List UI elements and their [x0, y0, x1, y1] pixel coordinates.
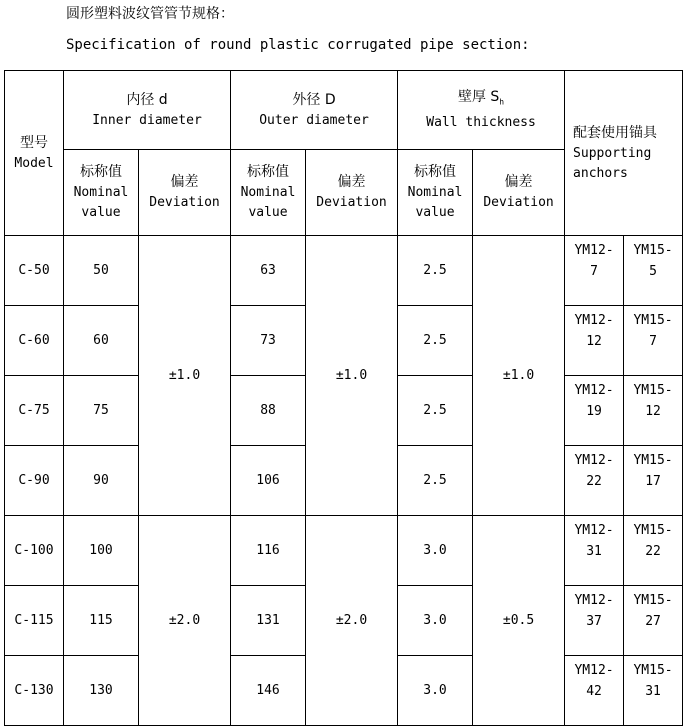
cell-wall: 3.0	[398, 516, 473, 586]
header-inner-nominal: 标称值 Nominal value	[64, 150, 139, 236]
cell-wall: 3.0	[398, 656, 473, 726]
header-row-1	[5, 71, 683, 150]
cell-model: C-90	[5, 446, 64, 516]
table-row	[5, 236, 683, 306]
header-wall-deviation: 偏差 Deviation	[473, 150, 565, 236]
table-row	[5, 516, 683, 586]
cell-anchor-ym15: YM15- 5	[624, 236, 683, 306]
header-outer-deviation: 偏差 Deviation	[306, 150, 398, 236]
cell-inner: 60	[64, 306, 139, 376]
cell-inner: 90	[64, 446, 139, 516]
header-wall-nominal: 标称值 Nominal value	[398, 150, 473, 236]
cell-outer: 63	[231, 236, 306, 306]
cell-wall-deviation: ±0.5	[473, 516, 565, 726]
cell-inner-deviation: ±2.0	[139, 516, 231, 726]
header-anchors: 配套使用锚具 Supporting anchors	[565, 71, 683, 236]
cell-anchor-ym15: YM15- 22	[624, 516, 683, 586]
cell-inner: 115	[64, 586, 139, 656]
header-outer-diameter: 外径 D Outer diameter	[231, 71, 398, 150]
spec-table	[4, 70, 683, 726]
cell-model: C-60	[5, 306, 64, 376]
header-inner-diameter: 内径 d Inner diameter	[64, 71, 231, 150]
cell-anchor-ym12: YM12- 22	[565, 446, 624, 516]
cell-inner: 75	[64, 376, 139, 446]
cell-anchor-ym12: YM12- 42	[565, 656, 624, 726]
cell-anchor-ym12: YM12- 7	[565, 236, 624, 306]
cell-model: C-50	[5, 236, 64, 306]
cell-outer: 116	[231, 516, 306, 586]
header-outer-nominal: 标称值 Nominal value	[231, 150, 306, 236]
cell-anchor-ym15: YM15- 12	[624, 376, 683, 446]
cell-wall: 2.5	[398, 236, 473, 306]
cell-model: C-130	[5, 656, 64, 726]
cell-inner-deviation: ±1.0	[139, 236, 231, 516]
header-inner-deviation: 偏差 Deviation	[139, 150, 231, 236]
cell-outer-deviation: ±2.0	[306, 516, 398, 726]
cell-inner: 50	[64, 236, 139, 306]
cell-anchor-ym15: YM15- 27	[624, 586, 683, 656]
cell-outer: 106	[231, 446, 306, 516]
cell-inner: 130	[64, 656, 139, 726]
cell-wall: 2.5	[398, 446, 473, 516]
header-model: 型号 Model	[5, 71, 64, 236]
cell-anchor-ym15: YM15- 17	[624, 446, 683, 516]
cell-anchor-ym12: YM12- 37	[565, 586, 624, 656]
cell-anchor-ym15: YM15- 31	[624, 656, 683, 726]
cell-outer: 131	[231, 586, 306, 656]
cell-inner: 100	[64, 516, 139, 586]
cell-model: C-100	[5, 516, 64, 586]
cell-wall-deviation: ±1.0	[473, 236, 565, 516]
cell-outer: 146	[231, 656, 306, 726]
cell-wall: 3.0	[398, 586, 473, 656]
cell-model: C-115	[5, 586, 64, 656]
cell-anchor-ym12: YM12- 19	[565, 376, 624, 446]
title-chinese: 圆形塑料波纹管管节规格：	[66, 6, 234, 22]
cell-wall: 2.5	[398, 376, 473, 446]
title-english: Specification of round plastic corrugated pipe section:	[66, 37, 530, 53]
cell-outer: 73	[231, 306, 306, 376]
cell-outer: 88	[231, 376, 306, 446]
header-wall-thickness: 壁厚 $S_h$ Wall thickness	[398, 71, 565, 150]
cell-anchor-ym12: YM12- 12	[565, 306, 624, 376]
cell-outer-deviation: ±1.0	[306, 236, 398, 516]
cell-anchor-ym15: YM15- 7	[624, 306, 683, 376]
cell-anchor-ym12: YM12- 31	[565, 516, 624, 586]
cell-wall: 2.5	[398, 306, 473, 376]
cell-model: C-75	[5, 376, 64, 446]
